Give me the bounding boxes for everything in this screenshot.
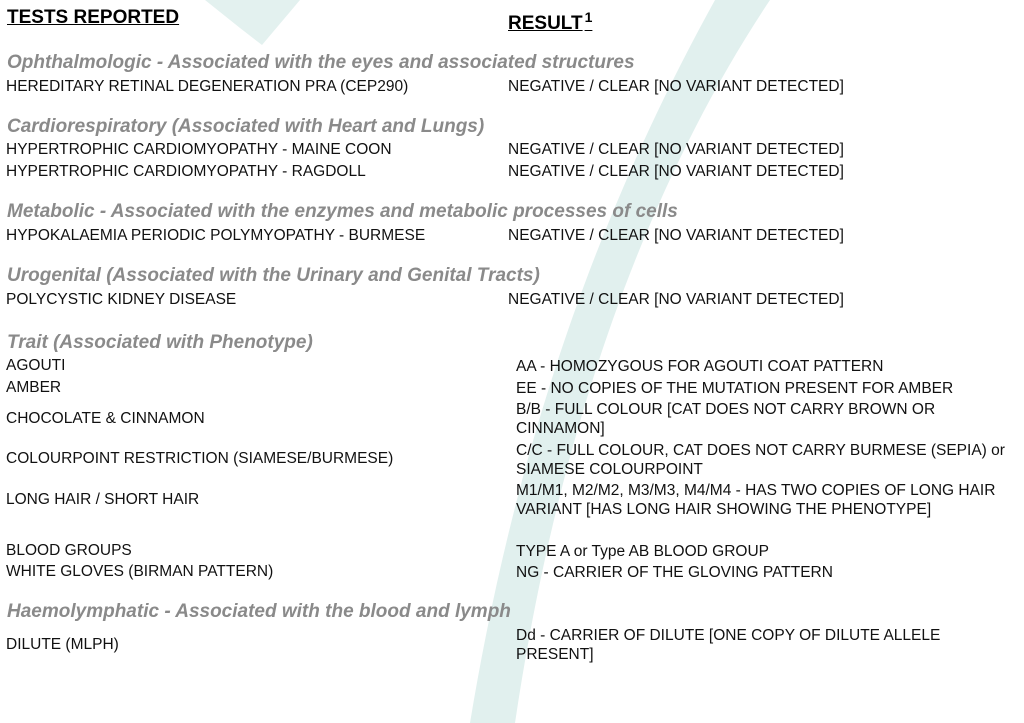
test-result: B/B - FULL COLOUR [CAT DOES NOT CARRY BROWN OR CINNAMON] (516, 401, 936, 437)
test-name: HYPERTROPHIC CARDIOMYOPATHY - RAGDOLL (6, 163, 366, 180)
test-name: BLOOD GROUPS (6, 542, 132, 559)
test-result: EE - NO COPIES OF THE MUTATION PRESENT FOR AMBER (516, 380, 954, 397)
test-name: HEREDITARY RETINAL DEGENERATION PRA (CEP290) (6, 78, 409, 95)
test-name: AMBER (6, 379, 62, 396)
result-header-label: RESULT (508, 13, 583, 34)
test-result: NEGATIVE / CLEAR [NO VARIANT DETECTED] (508, 227, 844, 244)
test-name: LONG HAIR / SHORT HAIR (6, 491, 200, 508)
test-result: AA - HOMOZYGOUS FOR AGOUTI COAT PATTERN (516, 358, 884, 375)
section-title-cardiorespiratory: Cardiorespiratory (Associated with Heart and Lungs) (7, 116, 485, 137)
test-result: NEGATIVE / CLEAR [NO VARIANT DETECTED] (508, 78, 844, 95)
test-name: HYPERTROPHIC CARDIOMYOPATHY - MAINE COON (6, 141, 392, 158)
result-footnote-marker: 1 (584, 9, 593, 25)
test-result: NEGATIVE / CLEAR [NO VARIANT DETECTED] (508, 163, 844, 180)
test-result: C/C - FULL COLOUR, CAT DOES NOT CARRY BURMESE (SEPIA) or SIAMESE COLOURPOINT (516, 442, 1005, 478)
test-result: NEGATIVE / CLEAR [NO VARIANT DETECTED] (508, 291, 844, 308)
test-result: M1/M1, M2/M2, M3/M3, M4/M4 - HAS TWO COPIES OF LONG HAIR VARIANT [HAS LONG HAIR SHOWING THE PHENOTYPE] (516, 482, 996, 518)
section-title-ophthalmologic: Ophthalmologic - Associated with the eyes and associated structures (7, 52, 635, 73)
test-result: NG - CARRIER OF THE GLOVING PATTERN (516, 564, 833, 581)
test-name: AGOUTI (6, 357, 66, 374)
section-title-metabolic: Metabolic - Associated with the enzymes and metabolic processes of cells (7, 201, 678, 222)
section-title-urogenital: Urogenital (Associated with the Urinary and Genital Tracts) (7, 265, 540, 286)
test-result: NEGATIVE / CLEAR [NO VARIANT DETECTED] (508, 141, 844, 158)
tests-reported-header: TESTS REPORTED (7, 7, 180, 28)
test-result: Dd - CARRIER OF DILUTE [ONE COPY OF DILUTE ALLELE PRESENT] (516, 627, 941, 663)
section-title-haemolymphatic: Haemolymphatic - Associated with the blood and lymph (7, 601, 511, 622)
section-title-trait: Trait (Associated with Phenotype) (7, 332, 313, 353)
test-name: COLOURPOINT RESTRICTION (SIAMESE/BURMESE) (6, 450, 394, 467)
result-header (508, 9, 592, 35)
test-name: POLYCYSTIC KIDNEY DISEASE (6, 291, 237, 308)
test-name: HYPOKALAEMIA PERIODIC POLYMYOPATHY - BURMESE (6, 227, 426, 244)
test-result: TYPE A or Type AB BLOOD GROUP (516, 543, 769, 560)
test-name: CHOCOLATE & CINNAMON (6, 410, 205, 427)
test-name: DILUTE (MLPH) (6, 636, 119, 653)
test-name: WHITE GLOVES (BIRMAN PATTERN) (6, 563, 274, 580)
